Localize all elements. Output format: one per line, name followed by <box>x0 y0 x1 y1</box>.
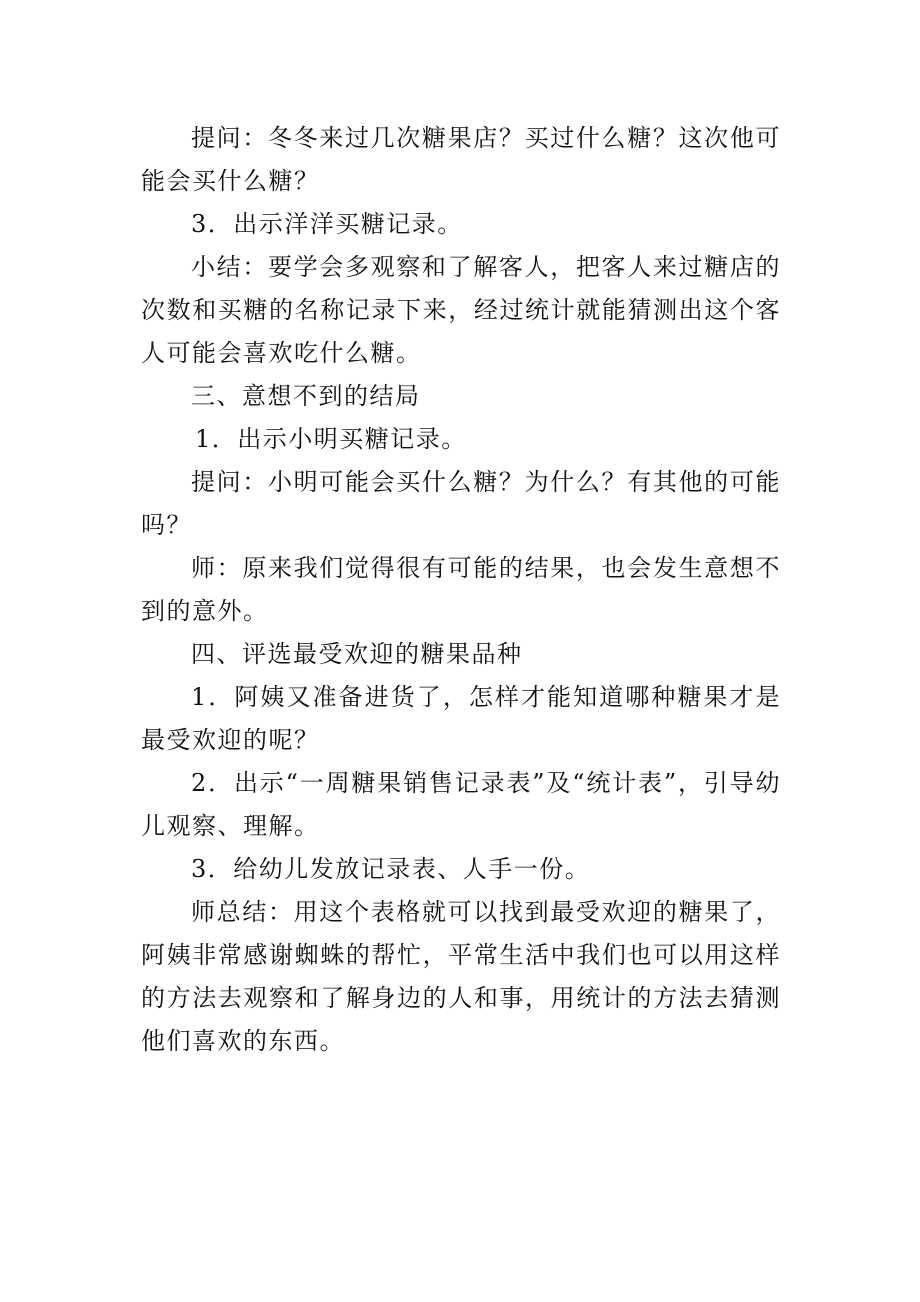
paragraph-step-3-yangyang: 3．出示洋洋买糖记录。 <box>191 210 463 238</box>
paragraph-question-dongdong: 提问：冬冬来过几次糖果店？买过什么糖？这次他可能会买什么糖？ <box>141 124 781 195</box>
paragraph-teacher-remark: 师：原来我们觉得很有可能的结果，也会发生意想不到的意外。 <box>141 554 781 625</box>
document-body <box>141 117 781 1063</box>
section-heading-3: 三、意想不到的结局 <box>191 382 421 410</box>
paragraph-step-3-handout: 3．给幼儿发放记录表、人手一份。 <box>191 855 591 883</box>
paragraph-teacher-summary: 师总结：用这个表格就可以找到最受欢迎的糖果了，阿姨非常感谢蜘蛛的帮忙，平常生活中我们也可以用这样的方法去观察和了解身边的人和事，用统计的方法去猜测他们喜欢的东西。 <box>141 898 781 1055</box>
section-heading-4: 四、评选最受欢迎的糖果品种 <box>191 640 523 668</box>
paragraph-step-2-tables: 2．出示“一周糖果销售记录表”及“统计表”，引导幼儿观察、理解。 <box>141 769 781 840</box>
paragraph-summary: 小结：要学会多观察和了解客人，把客人来过糖店的次数和买糖的名称记录下来，经过统计就能猜测出这个客人可能会喜欢吃什么糖。 <box>141 253 781 367</box>
paragraph-step-1-restock: 1．阿姨又准备进货了，怎样才能知道哪种糖果才是最受欢迎的呢？ <box>141 683 781 754</box>
paragraph-step-1-xiaoming: 1．出示小明买糖记录。 <box>195 425 467 453</box>
paragraph-question-xiaoming: 提问：小明可能会买什么糖？为什么？有其他的可能吗？ <box>141 468 781 539</box>
